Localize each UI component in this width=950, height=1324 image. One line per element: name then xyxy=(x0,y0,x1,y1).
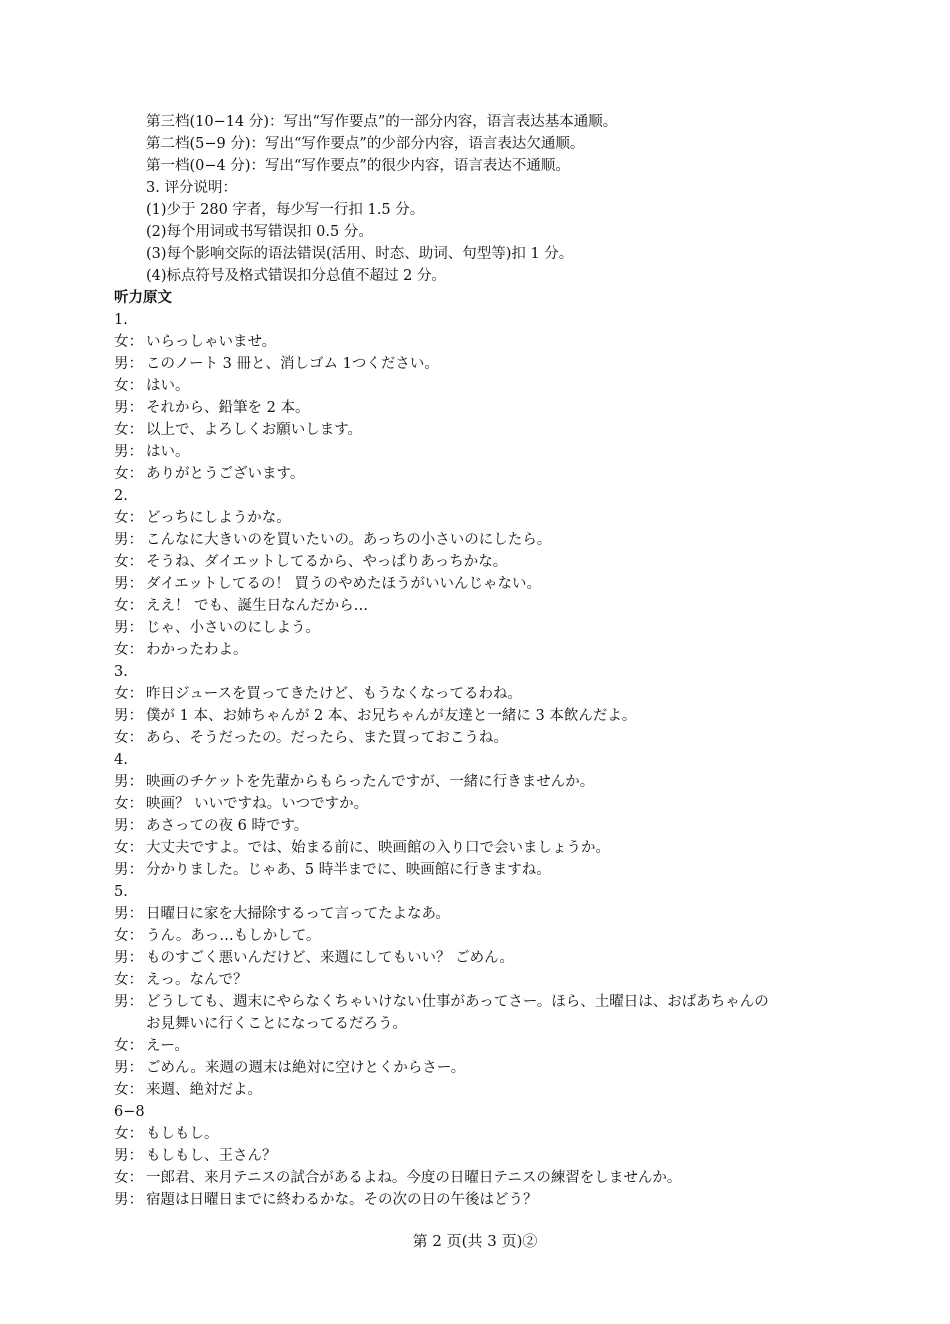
speaker-label: 男： xyxy=(114,708,143,724)
speaker-label: 男： xyxy=(114,1060,143,1076)
dialogue-line xyxy=(0,575,950,593)
speaker-label: 男： xyxy=(114,356,143,372)
dialogue-line xyxy=(0,861,950,879)
line-text: ダイエットしてるの！ 買うのやめたほうがいいんじゃない。 xyxy=(146,576,541,592)
speaker-label: 男： xyxy=(114,1148,143,1164)
dialogue-line xyxy=(0,927,950,945)
line-text: あら、そうだったの。だったら、また買っておこうね。 xyxy=(146,730,508,746)
dialogue-line xyxy=(0,993,950,1011)
speaker-label: 女： xyxy=(114,972,143,988)
line-text: どっちにしようかな。 xyxy=(146,510,291,526)
dialogue-line xyxy=(0,795,950,813)
speaker-label: 男： xyxy=(114,1192,143,1208)
dialogue-line xyxy=(0,377,950,395)
dialogue-number: 6−8 xyxy=(114,1104,145,1120)
dialogue-line xyxy=(0,509,950,527)
dialogue-line xyxy=(0,839,950,857)
dialogue-line xyxy=(0,1191,950,1209)
dialogue-line xyxy=(0,399,950,417)
speaker-label: 女： xyxy=(114,378,143,394)
dialogue-line xyxy=(0,685,950,703)
dialogue-line xyxy=(0,1147,950,1165)
dialogue-line xyxy=(0,971,950,989)
scoring-tier-3: 第三档(10−14 分)：写出“写作要点”的一部分内容，语言表达基本通顺。 xyxy=(146,114,618,130)
speaker-label: 女： xyxy=(114,928,143,944)
dialogue-line-continuation: お見舞いに行くことになってるだろう。 xyxy=(146,1016,407,1032)
line-text: わかったわよ。 xyxy=(146,642,248,658)
dialogue-line xyxy=(0,1059,950,1077)
scoring-tier-2: 第二档(5−9 分)：写出“写作要点”的少部分内容，语言表达欠通顺。 xyxy=(146,136,585,152)
speaker-label: 女： xyxy=(114,642,143,658)
line-text: 宿題は日曜日までに終わるかな。その次の日の午後はどう？ xyxy=(146,1192,538,1208)
speaker-label: 男： xyxy=(114,400,143,416)
scoring-note: (4)标点符号及格式错误扣分总值不超过 2 分。 xyxy=(146,268,446,284)
dialogue-number: 3. xyxy=(114,664,128,680)
scoring-tier-1: 第一档(0−4 分)：写出“写作要点”的很少内容，语言表达不通顺。 xyxy=(146,158,570,174)
speaker-label: 男： xyxy=(114,576,143,592)
dialogue-line xyxy=(0,1081,950,1099)
dialogue-line xyxy=(0,465,950,483)
speaker-label: 男： xyxy=(114,620,143,636)
dialogue-line xyxy=(0,421,950,439)
line-text: えっ。なんで？ xyxy=(146,972,248,988)
dialogue-number: 1. xyxy=(114,312,128,328)
line-text: 大丈夫ですよ。では、始まる前に、映画館の入り口で会いましょうか。 xyxy=(146,840,610,856)
line-text: ありがとうございます。 xyxy=(146,466,305,482)
speaker-label: 女： xyxy=(114,840,143,856)
dialogue-line xyxy=(0,1037,950,1055)
line-text: えー。 xyxy=(146,1038,189,1054)
dialogue-line xyxy=(0,817,950,835)
line-text: ええ！ でも、誕生日なんだから… xyxy=(146,598,369,614)
speaker-label: 女： xyxy=(114,1170,143,1186)
speaker-label: 女： xyxy=(114,598,143,614)
line-text: はい。 xyxy=(146,378,190,394)
line-text: このノート 3 冊と、消しゴム 1つください。 xyxy=(146,356,439,372)
dialogue-number: 4. xyxy=(114,752,128,768)
speaker-label: 男： xyxy=(114,862,143,878)
dialogue-line xyxy=(0,1125,950,1143)
scoring-note: (3)每个影响交际的语法错误(活用、时态、助词、句型等)扣 1 分。 xyxy=(146,246,574,262)
line-text: じゃ、小さいのにしよう。 xyxy=(146,620,320,636)
speaker-label: 女： xyxy=(114,686,143,702)
line-text: そうね、ダイエットしてるから、やっぱりあっちかな。 xyxy=(146,554,508,570)
line-text: はい。 xyxy=(146,444,190,460)
page-footer: 第 2 页(共 3 页)② xyxy=(412,1232,538,1250)
speaker-label: 男： xyxy=(114,818,143,834)
speaker-label: 男： xyxy=(114,906,143,922)
transcript-heading: 听力原文 xyxy=(114,289,172,306)
dialogue-line xyxy=(0,333,950,351)
speaker-label: 女： xyxy=(114,466,143,482)
line-text: ごめん。来週の週末は絶対に空けとくからさー。 xyxy=(146,1060,466,1076)
speaker-label: 女： xyxy=(114,796,143,812)
scoring-notes-title: 3. 评分说明： xyxy=(146,180,237,196)
dialogue-line xyxy=(0,355,950,373)
line-text: 日曜日に家を大掃除するって言ってたよなあ。 xyxy=(146,906,450,922)
line-text: 来週、絶対だよ。 xyxy=(146,1082,262,1098)
speaker-label: 女： xyxy=(114,730,143,746)
line-text: もしもし、王さん？ xyxy=(146,1148,277,1164)
dialogue-line xyxy=(0,641,950,659)
line-text: いらっしゃいませ。 xyxy=(146,334,277,350)
line-text: それから、鉛筆を 2 本。 xyxy=(146,400,310,416)
dialogue-line xyxy=(0,553,950,571)
line-text: どうしても、週末にやらなくちゃいけない仕事があってさー。ほら、土曜日は、おばあちゃんの xyxy=(146,994,769,1010)
speaker-label: 女： xyxy=(114,334,143,350)
speaker-label: 男： xyxy=(114,532,143,548)
dialogue-number: 2. xyxy=(114,488,128,504)
dialogue-line xyxy=(0,443,950,461)
line-text: こんなに大きいのを買いたいの。あっちの小さいのにしたら。 xyxy=(146,532,552,548)
line-text: 映画？ いいですね。いつですか。 xyxy=(146,796,369,812)
line-text: 分かりました。じゃあ、5 時半までに、映画館に行きますね。 xyxy=(146,862,551,878)
dialogue-line xyxy=(0,1169,950,1187)
line-text: うん。あっ…もしかして。 xyxy=(146,928,321,944)
line-text: 映画のチケットを先輩からもらったんですが、一緒に行きませんか。 xyxy=(146,774,595,790)
speaker-label: 女： xyxy=(114,422,143,438)
line-text: 以上で、よろしくお願いします。 xyxy=(146,422,363,438)
speaker-label: 女： xyxy=(114,1126,143,1142)
speaker-label: 男： xyxy=(114,994,143,1010)
line-text: 僕が 1 本、お姉ちゃんが 2 本、お兄ちゃんが友達と一緒に 3 本飲んだよ。 xyxy=(146,708,637,724)
speaker-label: 男： xyxy=(114,950,143,966)
line-text: 昨日ジュースを買ってきたけど、もうなくなってるわね。 xyxy=(146,686,522,702)
dialogue-line xyxy=(0,531,950,549)
dialogue-line xyxy=(0,949,950,967)
speaker-label: 女： xyxy=(114,1038,143,1054)
scoring-note: (1)少于 280 字者，每少写一行扣 1.5 分。 xyxy=(146,202,425,218)
dialogue-line xyxy=(0,597,950,615)
speaker-label: 女： xyxy=(114,554,143,570)
dialogue-line xyxy=(0,773,950,791)
dialogue-line xyxy=(0,619,950,637)
line-text: もしもし。 xyxy=(146,1126,219,1142)
dialogue-line xyxy=(0,905,950,923)
dialogue-line xyxy=(0,729,950,747)
dialogue-line xyxy=(0,707,950,725)
speaker-label: 女： xyxy=(114,510,143,526)
speaker-label: 男： xyxy=(114,444,143,460)
scoring-note: (2)每个用词或书写错误扣 0.5 分。 xyxy=(146,224,373,240)
line-text: あさっての夜 6 時です。 xyxy=(146,818,309,834)
speaker-label: 女： xyxy=(114,1082,143,1098)
line-text: 一郎君、来月テニスの試合があるよね。今度の日曜日テニスの練習をしませんか。 xyxy=(146,1170,682,1186)
dialogue-number: 5. xyxy=(114,884,128,900)
line-text: ものすごく悪いんだけど、来週にしてもいい？ ごめん。 xyxy=(146,950,514,966)
speaker-label: 男： xyxy=(114,774,143,790)
